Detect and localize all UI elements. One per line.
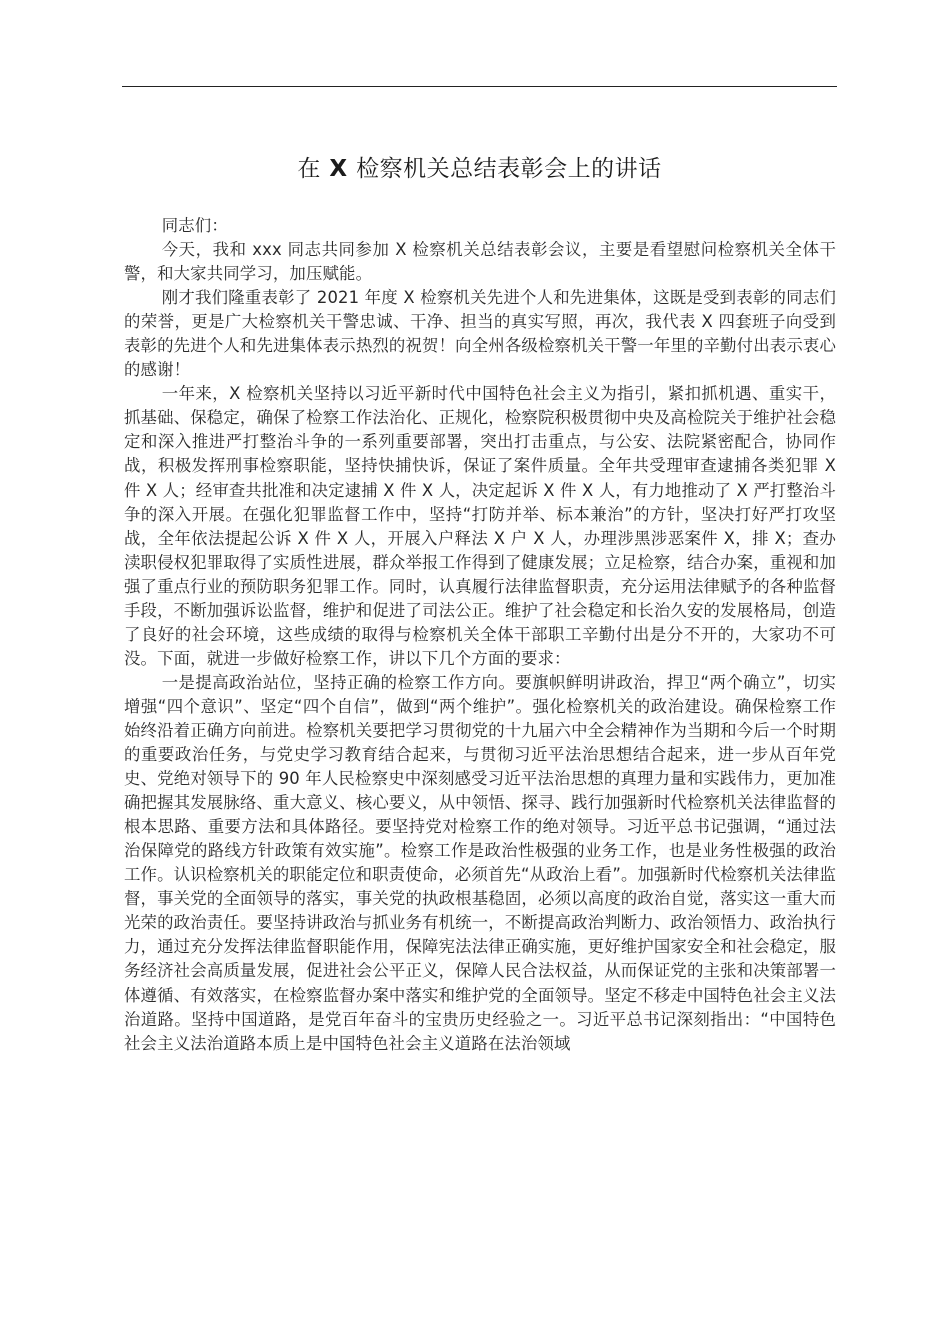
header-rule [122,86,837,87]
paragraph-requirement-one: 一是提高政治站位，坚持正确的检察工作方向。要旗帜鲜明讲政治，捍卫“两个确立”，切实增强“四个意识”、坚定“四个自信”，做到“两个维护”。强化检察机关的政治建设。确保检察工作始终沿着正确方向前进。检察机关要把学习贯彻党的十九届六中全会精神作为当期和今后一个时期的重要政治任务，与党史学习教育结合起来，与贯彻习近平法治思想结合起来，进一步从百年党史、党绝对领导下的 90 年人民检察史中深刻感受习近平法治思想的真理力量和实践伟力，更加准确把握其发展脉络、重大意义、核心要义，从中领悟、探寻、践行加强新时代检察机关法律监督的根本思路、重要方法和具体路径。要坚持党对检察工作的绝对领导。习近平总书记强调，“通过法治保障党的路线方针政策有效实施”。检察工作是政治性极强的业务工作，也是业务性极强的政治工作。认识检察机关的职能定位和职责使命，必须首先“从政治上看”。加强新时代检察机关法律监督，事关党的全面领导的落实，事关党的执政根基稳固，必须以高度的政治自觉，落实这一重大而光荣的政治责任。要坚持讲政治与抓业务有机统一，不断提高政治判断力、政治领悟力、政治执行力，通过充分发挥法律监督职能作用，保障宪法法律正确实施，更好维护国家安全和社会稳定，服务经济社会高质量发展，促进社会公平正义，保障人民合法权益，从而保证党的主张和决策部署一体遵循、有效落实，在检察监督办案中落实和维护党的全面领导。坚定不移走中国特色社会主义法治道路。坚持中国道路，是党百年奋斗的宝贵历史经验之一。习近平总书记深刻指出：“中国特色社会主义法治道路本质上是中国特色社会主义道路在法治领域 [124,672,836,1053]
paragraph-intro: 今天，我和 xxx 同志共同参加 X 检察机关总结表彰会议，主要是看望慰问检察机关全体干警，和大家共同学习，加压赋能。 [124,240,836,284]
title-prefix: 在 [297,156,321,182]
paragraph-achievements: 一年来，X 检察机关坚持以习近平新时代中国特色社会主义为指引，紧扣抓机遇、重实干，抓基础、保稳定，确保了检察工作法治化、正规化，检察院积极贯彻中央及高检院关于维护社会稳定和深入推进严打整治斗争的一系列重要部署，突出打击重点，与公安、法院紧密配合，协同作战，积极发挥刑事检察职能，坚持快捕快诉，保证了案件质量。全年共受理审查逮捕各类犯罪 X 件 X 人；经审查共批准和决定逮捕 X 件 X 人，决定起诉 X 件 X 人，有力地推动了 X 严打整治斗争的深入开展。在强化犯罪监督工作中，坚持“打防并举、标本兼治”的方针，坚决打好严打攻坚战，全年依法提起公诉 X 件 X 人，开展入户释法 X 户 X 人，办理涉黑涉恶案件 X，排 X；查办渎职侵权犯罪取得了实质性进展，群众举报工作得到了健康发展；立足检察，结合办案，重视和加强了重点行业的预防职务犯罪工作。同时，认真履行法律监督职责，充分运用法律赋予的各种监督手段，不断加强诉讼监督，维护和促进了司法公正。维护了社会稳定和长治久安的发展格局，创造了良好的社会环境，这些成绩的取得与检察机关全体干部职工辛勤付出是分不开的，大家功不可没。下面，就进一步做好检察工作，讲以下几个方面的要求： [124,384,836,668]
salutation: 同志们： [161,216,228,235]
title-suffix: 检察机关总结表彰会上的讲话 [356,156,662,182]
speech-body [124,214,836,1056]
page-title [122,152,837,186]
title-x: X [320,156,357,182]
paragraph-congratulations: 刚才我们隆重表彰了 2021 年度 X 检察机关先进个人和先进集体，这既是受到表彰的同志们的荣誉，更是广大检察机关干警忠诚、干净、担当的真实写照，再次，我代表 X 四套班子向受到表彰的先进个人和先进集体表示热烈的祝贺！向全州各级检察机关干警一年里的辛勤付出表示衷心的感谢！ [124,288,836,380]
